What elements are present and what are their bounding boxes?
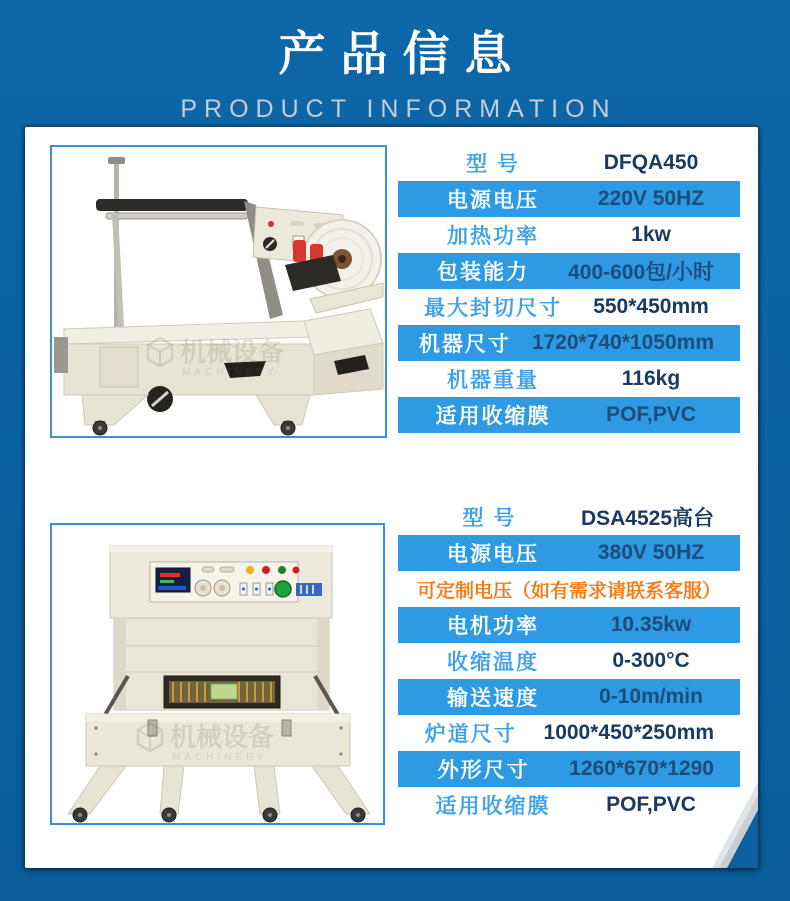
spec-label: 适用收缩膜 [435, 405, 551, 428]
spec-value: 550*450mm [593, 295, 709, 318]
spec-value: 10.35kw [610, 613, 692, 636]
spec-label: 机器尺寸 [418, 333, 511, 356]
spec-label: 输送速度 [447, 687, 539, 710]
spec-label: 收缩温度 [447, 651, 539, 674]
page-title: 产品信息 [278, 27, 527, 80]
spec-label: 炉道尺寸 [424, 723, 517, 746]
spec-row-max-seal-size [398, 289, 740, 325]
watermark-cn-text: 机械设备 [180, 337, 285, 367]
spec-label: 型 号 [466, 153, 520, 176]
spec-value: 220V 50HZ [597, 187, 705, 210]
content-card [25, 127, 758, 868]
spec-label: 最大封切尺寸 [424, 297, 562, 320]
spec-label: 适用收缩膜 [435, 795, 551, 818]
shrink-tunnel-machine-image [52, 525, 383, 823]
spec-row-heating-power [398, 217, 740, 253]
spec-table-1 [398, 145, 740, 433]
spec-value: 1kw [631, 223, 671, 246]
watermark-en-text: MACHINERY [172, 752, 268, 763]
watermark-en-text: MACHINERY [182, 367, 278, 378]
spec-row-voltage [398, 535, 740, 571]
watermark-cn-text: 机械设备 [170, 722, 275, 752]
fold-corner-graphic [706, 780, 758, 868]
spec-value: 1720*740*1050mm [531, 331, 714, 354]
spec-value: 380V 50HZ [597, 541, 705, 564]
spec-row-shrink-temp [398, 643, 740, 679]
spec-row-model [398, 499, 740, 535]
page-fold-corner [706, 780, 758, 868]
spec-value: 1260*670*1290 [569, 757, 714, 780]
product-photo-shrink-tunnel [50, 523, 385, 825]
spec-value: POF,PVC [606, 403, 696, 426]
spec-label: 加热功率 [447, 225, 539, 248]
spec-value: POF,PVC [606, 793, 696, 816]
spec-label: 外形尺寸 [437, 759, 530, 782]
spec-value: 116kg [621, 367, 681, 390]
spec-label: 电源电压 [447, 543, 539, 566]
spec-value: 0-300°C [612, 649, 690, 672]
product-photo-l-sealer [50, 145, 387, 438]
spec-value: DSA4525高台 [580, 507, 714, 530]
spec-label: 电机功率 [447, 615, 539, 638]
spec-row-film [398, 397, 740, 433]
page-header [0, 0, 790, 124]
spec-value: 1000*450*250mm [543, 721, 714, 744]
spec-value: 0-10m/min [599, 685, 703, 708]
spec-label: 机器重量 [447, 369, 539, 392]
spec-label: 电源电压 [447, 189, 539, 212]
spec-note-row [398, 571, 740, 607]
spec-row-weight [398, 361, 740, 397]
spec-label: 包装能力 [437, 261, 530, 284]
spec-table-2 [398, 499, 740, 823]
custom-voltage-note: 可定制电压（如有需求请联系客服） [416, 580, 721, 602]
spec-row-voltage [398, 181, 740, 217]
spec-value: DFQA450 [603, 151, 699, 174]
spec-row-conveyor-speed [398, 679, 740, 715]
spec-label: 型 号 [462, 507, 517, 530]
spec-value: 400-600包/小时 [568, 261, 714, 284]
spec-row-film [398, 787, 740, 823]
spec-row-model [398, 145, 740, 181]
spec-row-machine-size [398, 325, 740, 361]
spec-row-overall-size [398, 751, 740, 787]
spec-row-tunnel-size [398, 715, 740, 751]
l-sealer-machine-image [52, 147, 385, 436]
page-subtitle: PRODUCT INFORMATION [180, 95, 617, 123]
spec-row-motor-power [398, 607, 740, 643]
spec-row-capacity [398, 253, 740, 289]
